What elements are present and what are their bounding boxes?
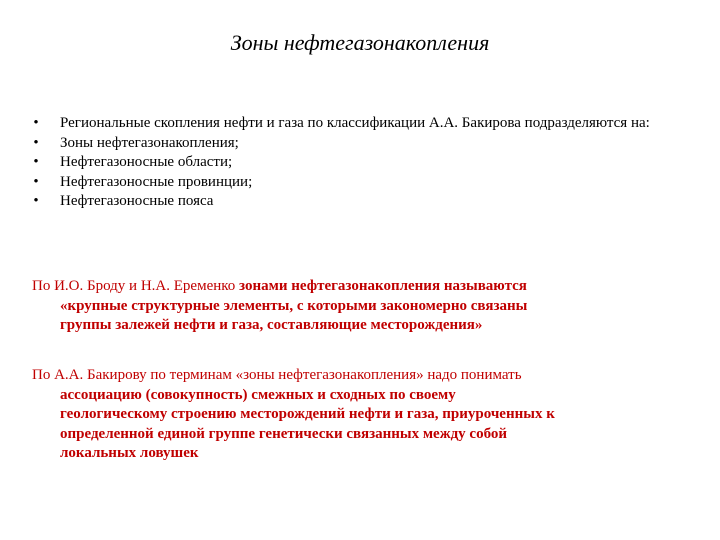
paragraph-line: геологическому строению месторождений нефти и газа, приуроченных к bbox=[60, 406, 555, 422]
list-item-text: Нефтегазоносные области; bbox=[60, 154, 233, 170]
list-item-text: Региональные скопления нефти и газа по классификации А.А. Бакирова подразделяются на: bbox=[60, 115, 650, 131]
definition-paragraph-bakirov bbox=[32, 366, 696, 464]
list-item bbox=[30, 153, 690, 173]
paragraph-line: «крупные структурные элементы, с которыми закономерно связаны bbox=[60, 297, 528, 314]
paragraph-lead: По И.О. Броду и Н.А. Еременко bbox=[32, 278, 240, 294]
bullet-icon: • bbox=[33, 115, 39, 131]
list-item bbox=[30, 134, 690, 154]
paragraph-line: локальных ловушек bbox=[60, 445, 199, 461]
bullet-list bbox=[30, 114, 690, 212]
list-item bbox=[30, 173, 690, 193]
list-item-text: Нефтегазоносные провинции; bbox=[60, 173, 253, 190]
list-item bbox=[30, 192, 690, 212]
bullet-icon: • bbox=[33, 173, 39, 190]
list-item bbox=[30, 114, 690, 134]
paragraph-line: ассоциацию (совокупность) смежных и сходных по своему bbox=[60, 386, 456, 403]
bullet-icon: • bbox=[33, 134, 39, 151]
list-item-text: Нефтегазоносные пояса bbox=[60, 193, 214, 209]
bullet-icon: • bbox=[33, 193, 39, 209]
slide-title: Зоны нефтегазонакопления bbox=[230, 30, 490, 55]
paragraph-emphasis: зонами нефтегазонакопления называются bbox=[239, 278, 527, 294]
paragraph-line bbox=[32, 277, 696, 297]
list-item-text: Зоны нефтегазонакопления; bbox=[60, 134, 239, 151]
bullet-icon: • bbox=[33, 154, 39, 170]
paragraph-line: определенной единой группе генетически связанных между собой bbox=[60, 425, 508, 442]
definition-paragraph-brod bbox=[32, 277, 696, 336]
paragraph-line: группы залежей нефти и газа, составляющие месторождения» bbox=[60, 317, 483, 333]
paragraph-lead: По А.А. Бакирову по терминам «зоны нефтегазонакопления» надо понимать bbox=[32, 367, 522, 383]
